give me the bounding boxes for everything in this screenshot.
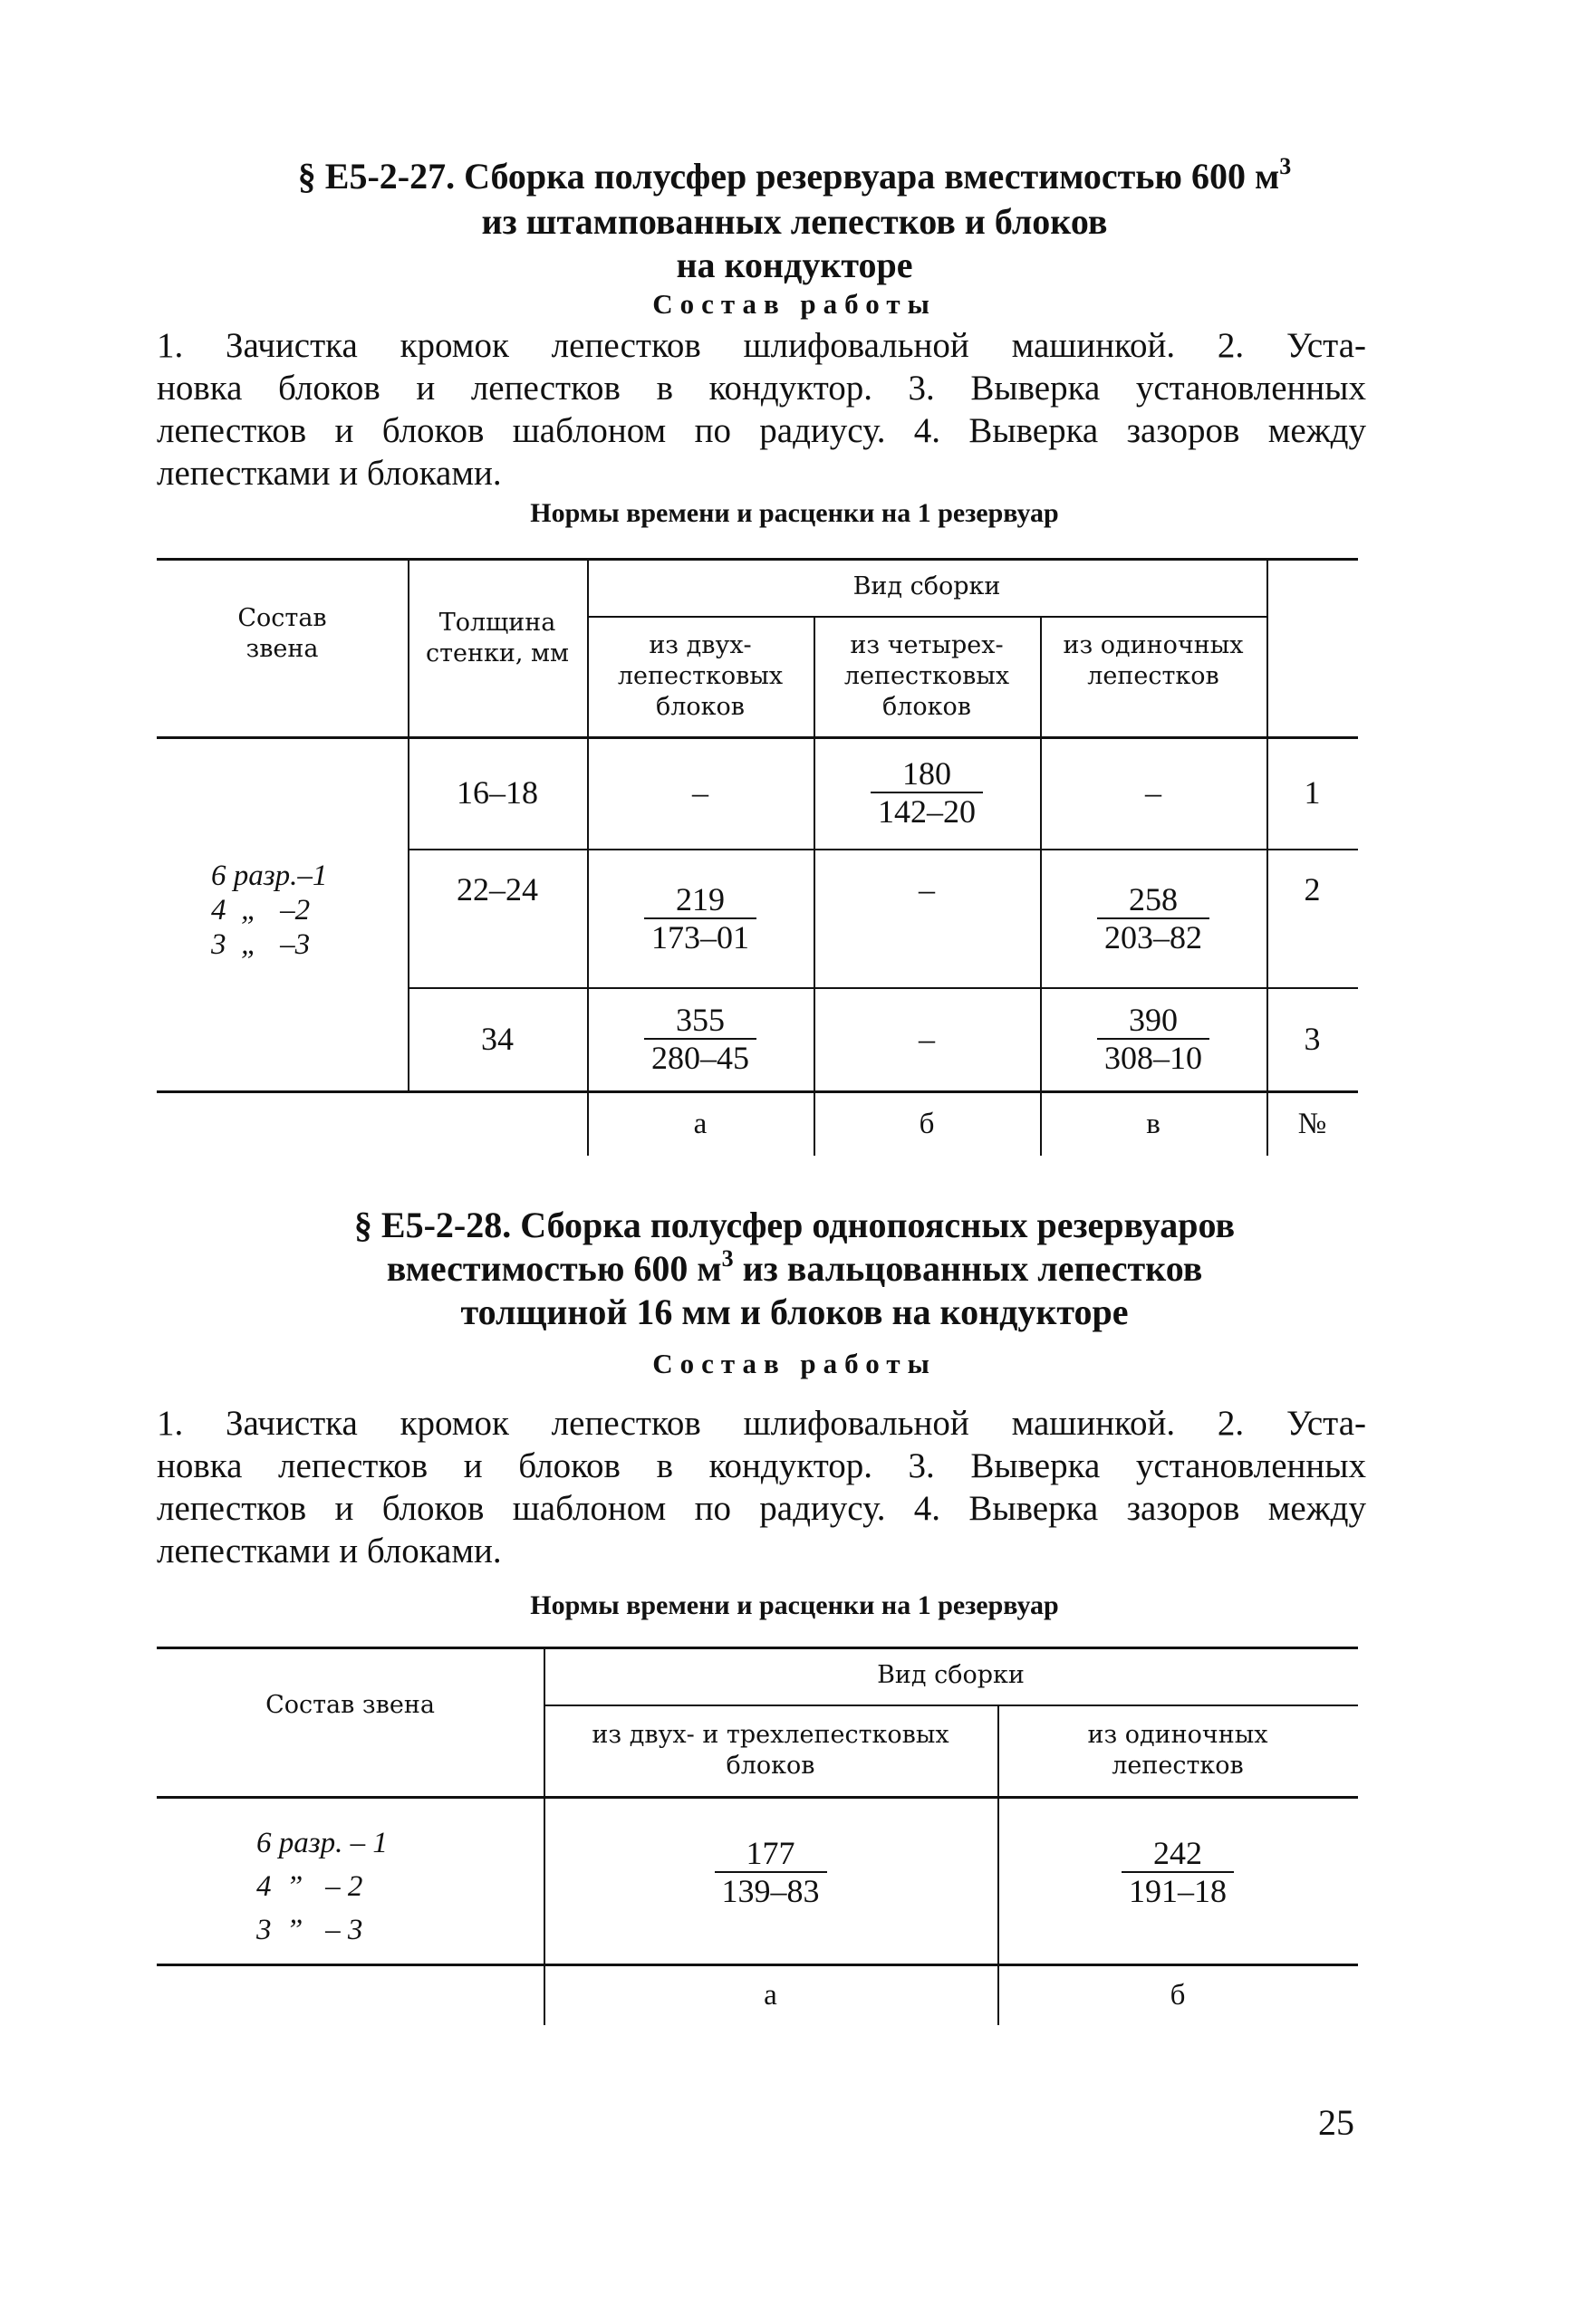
section2-work-text (157, 1402, 1366, 1572)
row3-number: 3 (1304, 1021, 1321, 1057)
row1-col-c: – (1145, 774, 1161, 811)
row2-thickness: 22–24 (457, 871, 538, 908)
value-col-b: $\frac{242}{191-18}$ (997, 1835, 1358, 1925)
row1-thickness: 16–18 (457, 774, 538, 811)
section2-work-line: 1. Зачистка кромок лепестков шлифовальной машинкой. 2. Уста- (157, 1404, 1366, 1443)
row3-col-a: $\frac{355}{280-45}$ (587, 987, 814, 1090)
header-assembly-type: Вид сборки (877, 1661, 1025, 1689)
row3-thickness: 34 (481, 1021, 514, 1057)
crew-line: 4 ” – 2 (256, 1870, 363, 1903)
page-number: 25 (1318, 2102, 1354, 2143)
section1-work-text (157, 324, 1366, 495)
section2-work-line: новка лепестков и блоков в кондуктор. 3. Выверка установленных (157, 1446, 1366, 1485)
section1-work-line: лепестков и блоков шаблоном по радиусу. 4. Выверка зазоров между (157, 411, 1366, 450)
row1-number: 1 (1304, 774, 1321, 811)
row3-col-c: $\frac{390}{308-10}$ (1040, 987, 1266, 1090)
section2-norms-caption: Нормы времени и расценки на 1 резервуар (530, 1590, 1059, 1620)
header-crew: Состав звена (265, 1691, 435, 1719)
section2-title-line1: § Е5-2-28. Сборка полусфер однопоясных резервуаров (353, 1205, 1236, 1245)
row1-col-a: – (692, 774, 708, 811)
header-col-c: из одиночных лепестков (1063, 630, 1244, 690)
footer-col-a: а (693, 1108, 708, 1140)
row2-col-b: – (919, 871, 935, 908)
footer-col-b: б (919, 1108, 935, 1140)
value-col-a: $\frac{177}{139-83}$ (544, 1835, 997, 1925)
section2-work-line: лепестками и блоками. (157, 1532, 502, 1570)
header-crew: Состав звена (237, 604, 327, 663)
row3-col-b: – (919, 1021, 935, 1057)
header-col-b: из четырех-лепестковых блоков (843, 630, 1010, 721)
header-col-b: из одиночных лепестков (1087, 1720, 1268, 1780)
section1-title-line3: на кондукторе (676, 245, 913, 285)
crew-line: 6 разр. – 1 (256, 1827, 388, 1859)
footer-col-c: в (1146, 1108, 1160, 1140)
section2-title-line2: вместимостью 600 $м^3$ из вальцованных лепестков (386, 1245, 1203, 1289)
table-rule (157, 1796, 1358, 1799)
header-col-a: из двух-лепестковых блоков (617, 630, 784, 721)
section2-title-line3: толщиной 16 мм и блоков на кондукторе (460, 1292, 1129, 1332)
row2-col-a: $\frac{219}{173-01}$ (587, 849, 814, 987)
header-thickness: Толщина стенки, мм (425, 609, 570, 667)
footer-col-a: а (764, 1979, 777, 2012)
crew-line: 3 ” – 3 (256, 1914, 363, 1946)
section2-work-line: лепестков и блоков шаблоном по радиусу. 4. Выверка зазоров между (157, 1489, 1366, 1528)
section2-work-heading: Состав работы (652, 1348, 937, 1379)
footer-number: № (1297, 1108, 1327, 1140)
section1-work-line: новка блоков и лепестков в кондуктор. 3. Выверка установленных (157, 369, 1366, 408)
section1-work-line: 1. Зачистка кромок лепестков шлифовальной машинкой. 2. Уста- (157, 326, 1366, 365)
header-assembly-type: Вид сборки (852, 572, 1001, 600)
section1-work-heading: Состав работы (652, 288, 937, 320)
crew-line: 6 разр.–1 (211, 859, 328, 892)
row2-number: 2 (1304, 871, 1321, 908)
crew-line: 4 „ –2 (211, 894, 311, 927)
row1-col-b: $\frac{180}{142-20}$ (814, 736, 1040, 849)
section1-norms-caption: Нормы времени и расценки на 1 резервуар (530, 498, 1059, 528)
section1-title-line2: из штампованных лепестков и блоков (481, 201, 1108, 242)
row2-col-c: $\frac{258}{203-82}$ (1040, 849, 1266, 987)
section1-title-line1: § Е5-2-27. Сборка полусфер резервуара вместимостью 600 $м^3$ (297, 153, 1292, 197)
footer-col-b: б (1170, 1979, 1186, 2012)
section1-work-line: лепестками и блоками. (157, 454, 502, 493)
header-col-a: из двух- и трехлепестковых блоков (592, 1720, 949, 1780)
crew-line: 3 „ –3 (211, 928, 311, 961)
